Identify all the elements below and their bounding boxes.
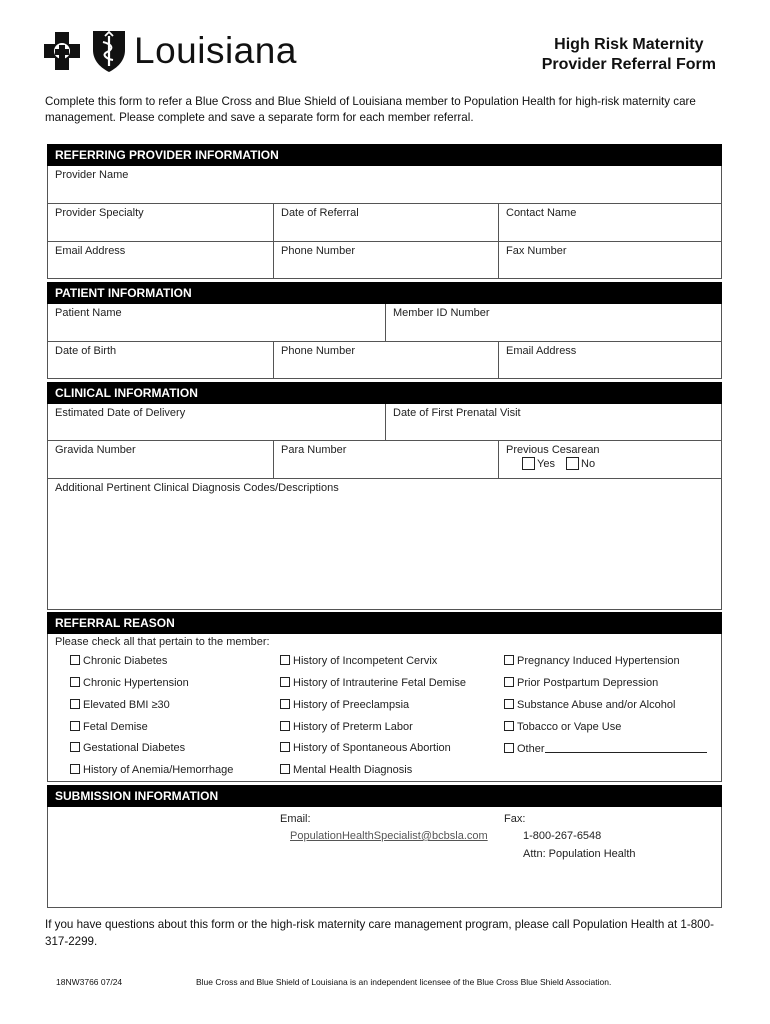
reason-substance-abuse[interactable]: Substance Abuse and/or Alcohol: [504, 699, 675, 711]
previous-cesarean-field: [498, 441, 721, 478]
section-referring-provider: REFERRING PROVIDER INFORMATION: [47, 144, 722, 166]
contact-name-label: Contact Name: [506, 207, 577, 219]
email-link[interactable]: PopulationHealthSpecialist@bcbsla.com: [290, 830, 488, 842]
referral-instruction: Please check all that pertain to the member:: [55, 636, 270, 648]
reason-fetal-demise[interactable]: Fetal Demise: [70, 721, 148, 733]
additional-clinical-field[interactable]: [48, 479, 721, 609]
provider-email-field[interactable]: [48, 242, 273, 278]
section-referral-reason: REFERRAL REASON: [47, 612, 722, 634]
reason-anemia-hemorrhage[interactable]: History of Anemia/Hemorrhage: [70, 764, 233, 776]
cesarean-yes-checkbox[interactable]: [522, 457, 535, 470]
provider-name-row: [47, 166, 722, 204]
title-line-2: Provider Referral Form: [541, 56, 716, 73]
shield-logo-icon: [90, 28, 128, 74]
intro-text: Complete this form to refer a Blue Cross and Blue Shield of Louisiana member to Population Health for high-risk maternity care management. Please complete and save a separate form for each member referral.: [45, 95, 696, 124]
checkbox-icon[interactable]: [280, 742, 290, 752]
reason-postpartum-depression[interactable]: Prior Postpartum Depression: [504, 677, 658, 689]
license-disclaimer: Blue Cross and Blue Shield of Louisiana is an independent licensee of the Blue Cross Blue Shield Association.: [196, 977, 612, 987]
additional-clinical-row: [47, 479, 722, 610]
cross-logo-icon: [42, 30, 82, 74]
checkbox-icon[interactable]: [280, 677, 290, 687]
additional-clinical-label: Additional Pertinent Clinical Diagnosis Codes/Descriptions: [55, 482, 339, 494]
submission-box: [47, 807, 722, 908]
provider-name-label: Provider Name: [55, 169, 129, 181]
provider-name-field[interactable]: [48, 166, 721, 203]
first-prenatal-field[interactable]: [385, 404, 721, 440]
form-code: 18NW3766 07/24: [56, 977, 123, 987]
date-of-birth-field[interactable]: [48, 342, 273, 378]
referral-reason-box: [47, 634, 722, 782]
provider-phone-field[interactable]: [273, 242, 498, 278]
delivery-row: [47, 404, 722, 441]
provider-fax-label: Fax Number: [506, 245, 567, 257]
date-of-referral-label: Date of Referral: [281, 207, 359, 219]
provider-fax-field[interactable]: [498, 242, 721, 278]
checkbox-icon[interactable]: [280, 764, 290, 774]
estimated-delivery-label: Estimated Date of Delivery: [55, 407, 186, 419]
brand-logo: [42, 28, 297, 80]
para-label: Para Number: [281, 444, 347, 456]
checkbox-icon[interactable]: [70, 655, 80, 665]
provider-email-label: Email Address: [55, 245, 126, 257]
provider-specialty-row: [47, 204, 722, 242]
date-of-birth-label: Date of Birth: [55, 345, 117, 357]
contact-name-field[interactable]: [498, 204, 721, 241]
checkbox-icon[interactable]: [504, 699, 514, 709]
provider-specialty-field[interactable]: [48, 204, 273, 241]
patient-email-field[interactable]: [498, 342, 721, 378]
reason-tobacco-vape[interactable]: Tobacco or Vape Use: [504, 721, 621, 733]
section-submission: SUBMISSION INFORMATION: [47, 785, 722, 807]
previous-cesarean-label: Previous Cesarean: [506, 444, 600, 456]
cesarean-no-label: No: [581, 458, 596, 470]
cesarean-no-checkbox[interactable]: [566, 457, 579, 470]
member-id-field[interactable]: [385, 304, 721, 341]
reason-chronic-diabetes[interactable]: Chronic Diabetes: [70, 655, 167, 667]
checkbox-icon[interactable]: [70, 764, 80, 774]
para-field[interactable]: [273, 441, 498, 478]
checkbox-icon[interactable]: [280, 699, 290, 709]
reason-mental-health[interactable]: Mental Health Diagnosis: [280, 764, 412, 776]
gravida-field[interactable]: [48, 441, 273, 478]
gravida-row: [47, 441, 722, 479]
reason-pregnancy-hypertension[interactable]: Pregnancy Induced Hypertension: [504, 655, 680, 667]
checkbox-icon[interactable]: [504, 721, 514, 731]
provider-specialty-label: Provider Specialty: [55, 207, 144, 219]
submission-email-link[interactable]: [290, 830, 488, 842]
submission-email-label: Email:: [280, 813, 311, 825]
submission-fax-number: 1-800-267-6548: [523, 830, 602, 842]
checkbox-icon[interactable]: [70, 699, 80, 709]
first-prenatal-label: Date of First Prenatal Visit: [393, 407, 521, 419]
checkbox-icon[interactable]: [504, 743, 514, 753]
reason-elevated-bmi[interactable]: Elevated BMI ≥30: [70, 699, 170, 711]
form-title: [542, 35, 716, 75]
submission-fax-attn: Attn: Population Health: [523, 848, 636, 860]
patient-name-row: [47, 304, 722, 342]
brand-name: Louisiana: [134, 30, 297, 71]
date-of-referral-field[interactable]: [273, 204, 498, 241]
reason-preterm-labor[interactable]: History of Preterm Labor: [280, 721, 413, 733]
reason-incompetent-cervix[interactable]: History of Incompetent Cervix: [280, 655, 437, 667]
title-line-1: High Risk Maternity: [554, 36, 704, 53]
checkbox-icon[interactable]: [70, 677, 80, 687]
patient-name-field[interactable]: [48, 304, 385, 341]
section-patient: PATIENT INFORMATION: [47, 282, 722, 304]
section-clinical: CLINICAL INFORMATION: [47, 382, 722, 404]
estimated-delivery-field[interactable]: [48, 404, 385, 440]
provider-contact-row: [47, 242, 722, 279]
reason-intrauterine-fetal-demise[interactable]: History of Intrauterine Fetal Demise: [280, 677, 466, 689]
patient-email-label: Email Address: [506, 345, 577, 357]
reason-preeclampsia[interactable]: History of Preeclampsia: [280, 699, 409, 711]
reason-spontaneous-abortion[interactable]: History of Spontaneous Abortion: [280, 742, 451, 754]
reason-other[interactable]: Other: [504, 742, 707, 755]
patient-phone-label: Phone Number: [281, 345, 355, 357]
gravida-label: Gravida Number: [55, 444, 136, 456]
provider-phone-label: Phone Number: [281, 245, 355, 257]
cesarean-yes-label: Yes: [537, 458, 555, 470]
reason-chronic-hypertension[interactable]: Chronic Hypertension: [70, 677, 189, 689]
checkbox-icon[interactable]: [504, 677, 514, 687]
other-input-line[interactable]: [545, 742, 707, 753]
submission-fax-label: Fax:: [504, 813, 526, 825]
reason-gestational-diabetes[interactable]: Gestational Diabetes: [70, 742, 185, 754]
checkbox-icon[interactable]: [280, 721, 290, 731]
checkbox-icon[interactable]: [70, 721, 80, 731]
questions-note: If you have questions about this form or the high-risk maternity care management program, please call Population Health at 1-800-317-2299.: [45, 918, 714, 948]
patient-contact-row: [47, 342, 722, 379]
member-id-label: Member ID Number: [393, 307, 490, 319]
checkbox-icon[interactable]: [504, 655, 514, 665]
checkbox-icon[interactable]: [280, 655, 290, 665]
patient-name-label: Patient Name: [55, 307, 122, 319]
patient-phone-field[interactable]: [273, 342, 498, 378]
checkbox-icon[interactable]: [70, 742, 80, 752]
